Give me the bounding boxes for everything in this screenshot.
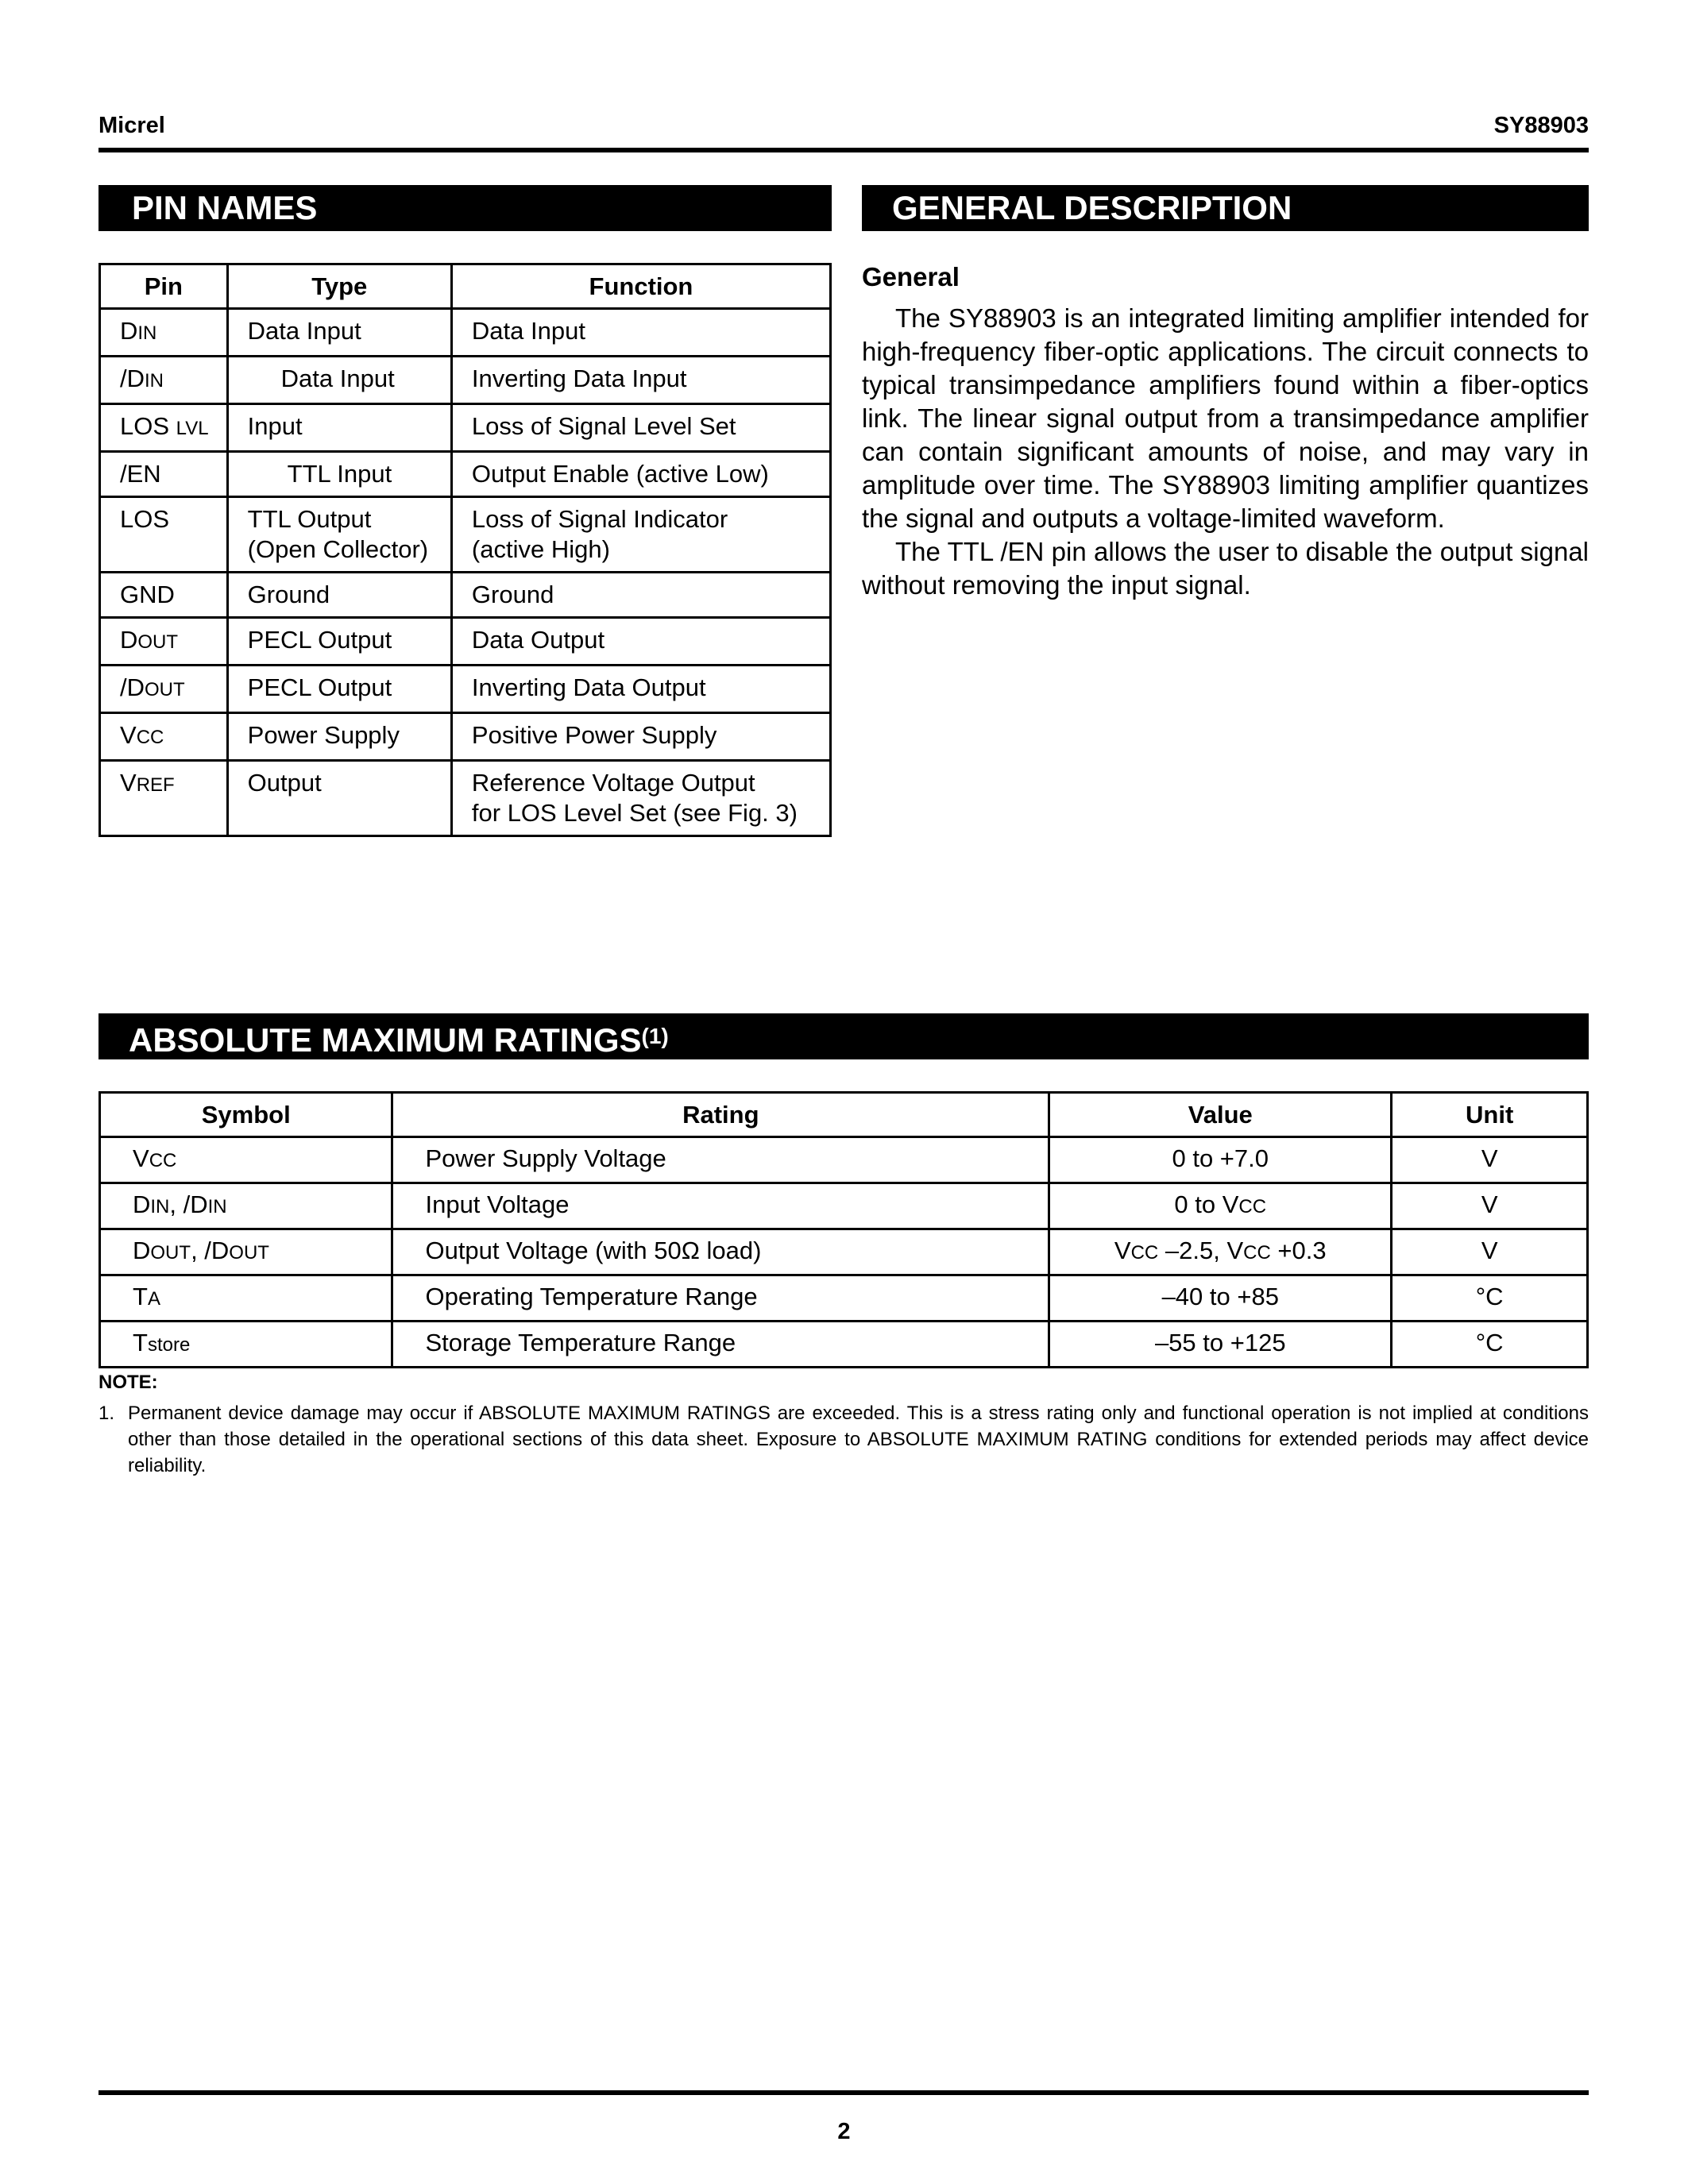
table-row — [100, 309, 831, 357]
rating-cell: Storage Temperature Range — [392, 1322, 1049, 1368]
pin-cell: LOS — [100, 497, 228, 573]
pin-cell: VREF — [100, 761, 228, 836]
unit-cell: °C — [1392, 1322, 1588, 1368]
pin-cell: /EN — [100, 452, 228, 497]
col-header-rating: Rating — [392, 1093, 1049, 1137]
header-rule — [98, 148, 1589, 152]
pin-cell: VCC — [100, 713, 228, 761]
company-name: Micrel — [98, 113, 165, 138]
description-paragraph: The SY88903 is an integrated limiting amplifier intended for high-frequency fiber-optic applications. The circuit connects to typical transimpedance amplifiers found within a fiber-optics link. The linear signal output from a transimpedance amplifier can contain significant amounts of noise, and may vary in amplitude over time. The SY88903 limiting amplifier quantizes the signal and outputs a voltage-limited waveform. — [862, 303, 1589, 533]
table-row — [100, 1275, 1588, 1322]
type-cell: Power Supply — [227, 713, 451, 761]
function-cell: Data Input — [451, 309, 830, 357]
value-cell: VCC –2.5, VCC +0.3 — [1049, 1229, 1392, 1275]
general-description-body — [862, 302, 1589, 602]
footer-rule — [98, 2090, 1589, 2095]
function-cell: Data Output — [451, 618, 830, 666]
rating-cell: Input Voltage — [392, 1183, 1049, 1229]
type-cell: Ground — [227, 573, 451, 618]
value-cell: 0 to VCC — [1049, 1183, 1392, 1229]
unit-cell: V — [1392, 1137, 1588, 1183]
table-row — [100, 1137, 1588, 1183]
type-cell: Input — [227, 404, 451, 452]
type-cell: TTL Input — [227, 452, 451, 497]
pin-cell: LOS LVL — [100, 404, 228, 452]
table-row — [100, 404, 831, 452]
type-cell: Data Input — [227, 309, 451, 357]
symbol-cell: Tstore — [100, 1322, 392, 1368]
type-cell: Data Input — [227, 357, 451, 404]
note-label: NOTE: — [98, 1372, 158, 1393]
pin-cell: /DIN — [100, 357, 228, 404]
table-row — [100, 357, 831, 404]
table-row — [100, 497, 831, 573]
col-header-value: Value — [1049, 1093, 1392, 1137]
col-header-pin: Pin — [100, 264, 228, 309]
pin-table-header-row — [100, 264, 831, 309]
pin-cell: DIN — [100, 309, 228, 357]
general-description-title-bar — [862, 185, 1589, 231]
function-cell: Output Enable (active Low) — [451, 452, 830, 497]
rating-cell: Output Voltage (with 50Ω load) — [392, 1229, 1049, 1275]
value-cell: –40 to +85 — [1049, 1275, 1392, 1322]
part-number: SY88903 — [1493, 113, 1589, 138]
pin-names-title-bar — [98, 185, 832, 231]
table-row — [100, 713, 831, 761]
symbol-cell: DIN, /DIN — [100, 1183, 392, 1229]
type-cell: TTL Output (Open Collector) — [227, 497, 451, 573]
function-cell: Positive Power Supply — [451, 713, 830, 761]
rating-cell: Operating Temperature Range — [392, 1275, 1049, 1322]
function-cell: Loss of Signal Level Set — [451, 404, 830, 452]
note-number: 1. — [98, 1403, 115, 1424]
pin-names-title: PIN NAMES — [132, 189, 318, 226]
abs-max-title: ABSOLUTE MAXIMUM RATINGS — [129, 1021, 642, 1059]
type-cell: PECL Output — [227, 618, 451, 666]
note-text: Permanent device damage may occur if ABSOLUTE MAXIMUM RATINGS are exceeded. This is a stress rating only and functional operation is not implied at conditions other than those detailed in the operational sections of this data sheet. Exposure to ABSOLUTE MAXIMUM RATING conditions for extended periods may affect device reliability. — [128, 1403, 1589, 1476]
abs-max-table — [98, 1091, 1589, 1368]
type-cell: Output — [227, 761, 451, 836]
table-row — [100, 1183, 1588, 1229]
table-row — [100, 1229, 1588, 1275]
pin-cell: GND — [100, 573, 228, 618]
unit-cell: °C — [1392, 1275, 1588, 1322]
function-cell: Inverting Data Input — [451, 357, 830, 404]
symbol-cell: DOUT, /DOUT — [100, 1229, 392, 1275]
general-subheading: General — [862, 262, 960, 291]
abs-max-title-bar — [98, 1013, 1589, 1059]
col-header-unit: Unit — [1392, 1093, 1588, 1137]
type-cell: PECL Output — [227, 666, 451, 713]
pin-cell: /DOUT — [100, 666, 228, 713]
description-paragraph: The TTL /EN pin allows the user to disable the output signal without removing the input signal. — [862, 537, 1589, 600]
general-description-title: GENERAL DESCRIPTION — [892, 189, 1292, 226]
col-header-type: Type — [227, 264, 451, 309]
table-row — [100, 573, 831, 618]
unit-cell: V — [1392, 1229, 1588, 1275]
value-cell: –55 to +125 — [1049, 1322, 1392, 1368]
pin-cell: DOUT — [100, 618, 228, 666]
table-row — [100, 618, 831, 666]
table-row — [100, 1322, 1588, 1368]
symbol-cell: TA — [100, 1275, 392, 1322]
abs-table-header-row — [100, 1093, 1588, 1137]
table-row — [100, 452, 831, 497]
function-cell: Loss of Signal Indicator (active High) — [451, 497, 830, 573]
page-number: 2 — [837, 2119, 851, 2144]
function-cell: Ground — [451, 573, 830, 618]
rating-cell: Power Supply Voltage — [392, 1137, 1049, 1183]
table-row — [100, 666, 831, 713]
pin-names-table — [98, 263, 832, 837]
col-header-symbol: Symbol — [100, 1093, 392, 1137]
value-cell: 0 to +7.0 — [1049, 1137, 1392, 1183]
function-cell: Inverting Data Output — [451, 666, 830, 713]
col-header-function: Function — [451, 264, 830, 309]
table-row — [100, 761, 831, 836]
abs-max-footnote-ref: (1) — [641, 1024, 669, 1048]
symbol-cell: VCC — [100, 1137, 392, 1183]
function-cell: Reference Voltage Output for LOS Level Set (see Fig. 3) — [451, 761, 830, 836]
unit-cell: V — [1392, 1183, 1588, 1229]
